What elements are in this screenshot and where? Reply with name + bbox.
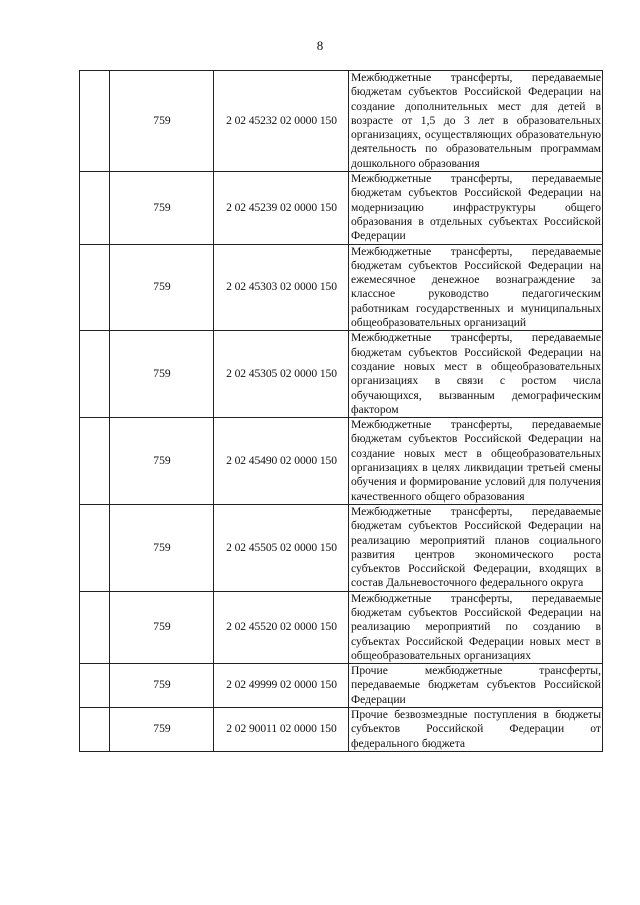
admin-code-cell: 759 bbox=[110, 708, 214, 752]
budget-classification-table bbox=[79, 70, 603, 752]
revenue-name-cell: Межбюджетные трансферты, передаваемые бюджетам субъектов Российской Федерации на ежемесячное денежное вознаграждение за классное руководство педагогическим работникам государственных и муниципальных общеобразовательных организаций bbox=[349, 244, 603, 331]
blank-cell bbox=[80, 71, 110, 172]
table-row bbox=[80, 71, 603, 172]
budget-code-cell: 2 02 45232 02 0000 150 bbox=[214, 71, 349, 172]
blank-cell bbox=[80, 708, 110, 752]
admin-code-cell: 759 bbox=[110, 244, 214, 331]
revenue-name-cell: Межбюджетные трансферты, передаваемые бюджетам субъектов Российской Федерации на реализацию мероприятий планов социального развития центров экономического роста субъектов Российской Федерации, входящих в состав Дальневосточного федерального округа bbox=[349, 504, 603, 591]
revenue-name-cell: Прочие межбюджетные трансферты, передаваемые бюджетам субъектов Российской Федерации bbox=[349, 664, 603, 708]
revenue-name-cell: Межбюджетные трансферты, передаваемые бюджетам субъектов Российской Федерации на создание новых мест в общеобразовательных организациях в целях ликвидации третьей смены обучения и формирование условий для получения качественного общего образования bbox=[349, 418, 603, 505]
blank-cell bbox=[80, 331, 110, 418]
budget-code-cell: 2 02 90011 02 0000 150 bbox=[214, 708, 349, 752]
admin-code-cell: 759 bbox=[110, 418, 214, 505]
table-row bbox=[80, 708, 603, 752]
budget-code-cell: 2 02 45505 02 0000 150 bbox=[214, 504, 349, 591]
admin-code-cell: 759 bbox=[110, 591, 214, 663]
blank-cell bbox=[80, 418, 110, 505]
blank-cell bbox=[80, 244, 110, 331]
admin-code-cell: 759 bbox=[110, 71, 214, 172]
budget-code-cell: 2 02 49999 02 0000 150 bbox=[214, 664, 349, 708]
admin-code-cell: 759 bbox=[110, 664, 214, 708]
budget-code-cell: 2 02 45239 02 0000 150 bbox=[214, 172, 349, 244]
table-row bbox=[80, 418, 603, 505]
revenue-name-cell: Межбюджетные трансферты, передаваемые бюджетам субъектов Российской Федерации на реализацию мероприятий по созданию в субъектах Российской Федерации новых мест в общеобразовательных организациях bbox=[349, 591, 603, 663]
page-number: 8 bbox=[316, 38, 324, 53]
revenue-name-cell: Межбюджетные трансферты, передаваемые бюджетам субъектов Российской Федерации на создание новых мест в общеобразовательных организациях в связи с ростом числа обучающихся, вызванным демографическим фактором bbox=[349, 331, 603, 418]
table-row bbox=[80, 172, 603, 244]
blank-cell bbox=[80, 664, 110, 708]
admin-code-cell: 759 bbox=[110, 504, 214, 591]
table-row bbox=[80, 664, 603, 708]
blank-cell bbox=[80, 504, 110, 591]
blank-cell bbox=[80, 591, 110, 663]
revenue-name-cell: Межбюджетные трансферты, передаваемые бюджетам субъектов Российской Федерации на модернизацию инфраструктуры общего образования в отдельных субъектах Российской Федерации bbox=[349, 172, 603, 244]
budget-code-cell: 2 02 45303 02 0000 150 bbox=[214, 244, 349, 331]
admin-code-cell: 759 bbox=[110, 331, 214, 418]
table-row bbox=[80, 504, 603, 591]
budget-code-cell: 2 02 45520 02 0000 150 bbox=[214, 591, 349, 663]
budget-code-cell: 2 02 45305 02 0000 150 bbox=[214, 331, 349, 418]
table-row bbox=[80, 244, 603, 331]
blank-cell bbox=[80, 172, 110, 244]
revenue-name-cell: Межбюджетные трансферты, передаваемые бюджетам субъектов Российской Федерации на создание дополнительных мест для детей в возрасте от 1,5 до 3 лет в образовательных организациях, осуществляющих образовательную деятельность по образовательным программам дошкольного образования bbox=[349, 71, 603, 172]
table-row bbox=[80, 591, 603, 663]
budget-code-cell: 2 02 45490 02 0000 150 bbox=[214, 418, 349, 505]
revenue-name-cell: Прочие безвозмездные поступления в бюджеты субъектов Российской Федерации от федерального бюджета bbox=[349, 708, 603, 752]
admin-code-cell: 759 bbox=[110, 172, 214, 244]
table-row bbox=[80, 331, 603, 418]
